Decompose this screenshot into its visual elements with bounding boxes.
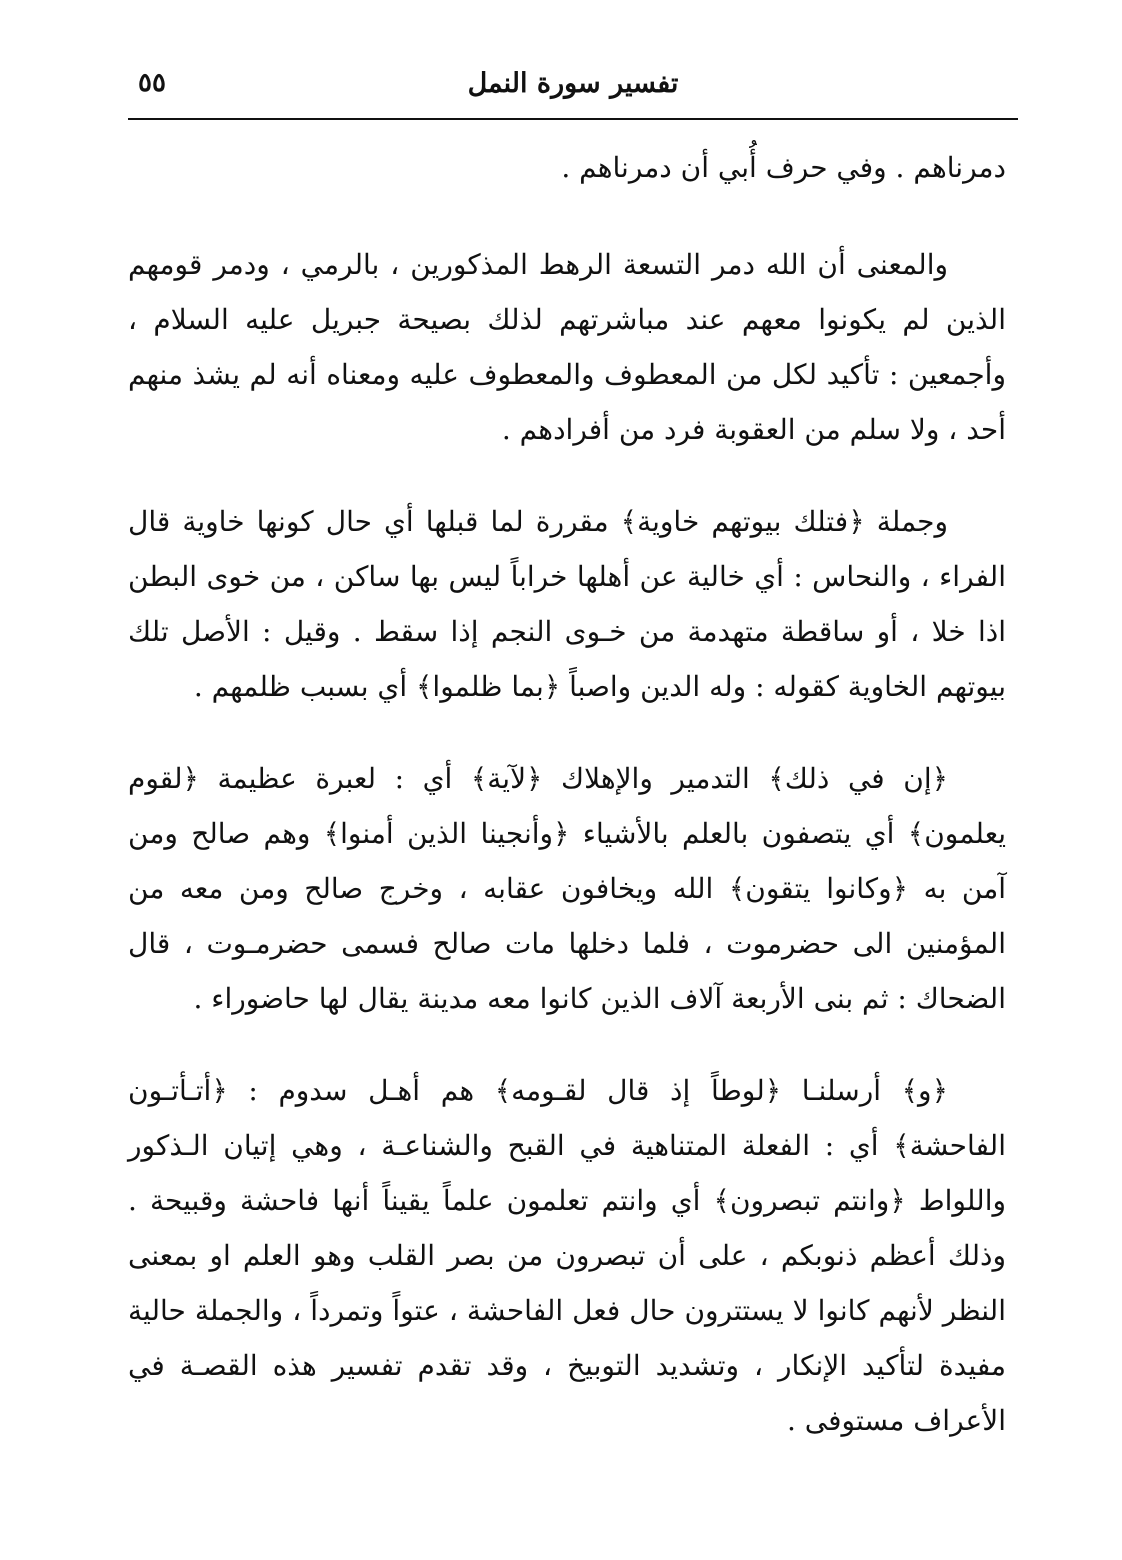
paragraph-sign: ﴿إن في ذلك﴾ التدمير والإهلاك ﴿لآية﴾ أي : لعبرة عظيمة ﴿لقوم يعلمون﴾ أي يتصفون بالعلم بالأشياء ﴿وأنجينا الذين أمنوا﴾ وهم صالح ومن آمن به ﴿وكانوا يتقون﴾ الله ويخافون عقابه ، وخرج صالح ومن معه من المؤمنين الى حضرموت ، فلما دخلها مات صالح فسمى حضرمـوت ، قال الضحاك : ثم بنى الأربعة آلاف الذين كانوا معه مدينة يقال لها حاضوراء . — [128, 762, 1006, 1015]
paragraph-meaning: والمعنى أن الله دمر التسعة الرهط المذكورين ، بالرمي ، ودمر قومهم الذين لم يكونوا معهم عند مباشرتهم لذلك بصيحة جبريل عليه السلام ، وأجمعين : تأكيد لكل من المعطوف والمعطوف عليه ومعناه أنه لم يشذ منهم أحد ، ولا سلم من العقوبة فرد من أفرادهم . — [128, 248, 1006, 446]
paragraph-houses: وجملة ﴿فتلك بيوتهم خاوية﴾ مقررة لما قبلها أي حال كونها خاوية قال الفراء ، والنحاس : أي خالية عن أهلها خراباً ليس بها ساكن ، من خوى البطن اذا خلا ، أو ساقطة متهدمة من خـوى النجم إذا سقط . وقيل : الأصل تلك بيوتهم الخاوية كقوله : وله الدين واصباً ﴿بما ظلموا﴾ أي بسبب ظلمهم . — [128, 505, 1006, 703]
page-number: ٥٥ — [138, 68, 166, 98]
page-title: تفسير سورة النمل — [467, 68, 679, 99]
header-divider — [128, 118, 1018, 120]
body-text — [128, 140, 1006, 1448]
paragraph-continuation: دمرناهم . وفي حرف أُبي أن دمرناهم . — [561, 151, 1006, 184]
running-header — [128, 62, 1018, 116]
paragraph-lut: ﴿و﴾ أرسلنـا ﴿لوطاً إذ قال لقـومه﴾ هم أهـل سدوم : ﴿أتـأتـون الفاحشة﴾ أي : الفعلة المتناهية في القبح والشناعـة ، وهي إتيان الـذكور واللواط ﴿وانتم تبصرون﴾ أي وانتم تعلمون علماً يقيناً أنها فاحشة وقبيحة . وذلك أعظم ذنوبكم ، على أن تبصرون من بصر القلب وهو العلم او بمعنى النظر لأنهم كانوا لا يستترون حال فعل الفاحشة ، عتواً وتمرداً ، والجملة حالية مفيدة لتأكيد الإنكار ، وتشديد التوبيخ ، وقد تقدم تفسير هذه القصـة في الأعراف مستوفى . — [128, 1074, 1006, 1437]
